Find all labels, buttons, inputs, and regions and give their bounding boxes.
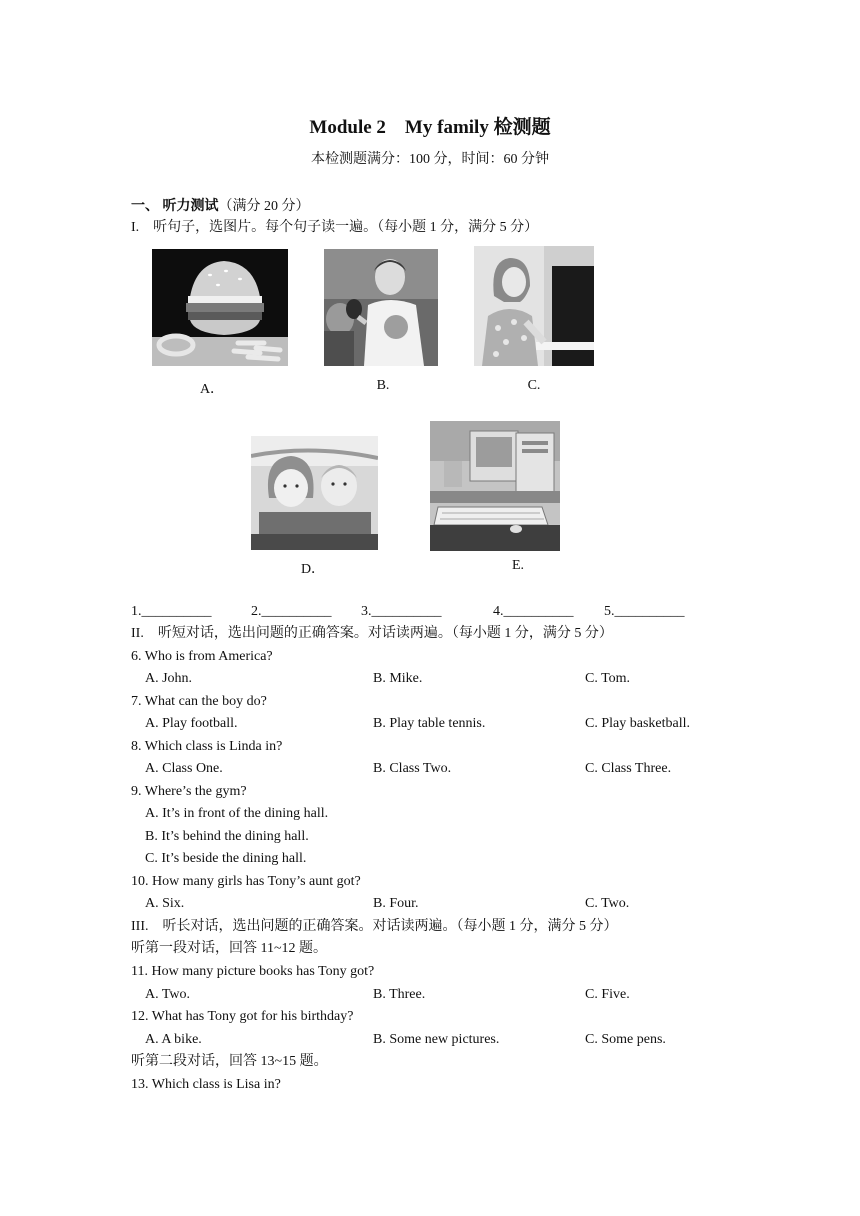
option-7c[interactable]: C. Play basketball. [585, 716, 690, 731]
option-6a[interactable]: A. John. [145, 671, 193, 686]
computer-photo [430, 421, 560, 551]
part2-instruction: II. 听短对话，选出问题的正确答案。对话读两遍。（每小题 1 分，满分 5 分） [131, 626, 613, 641]
option-11b[interactable]: B. Three. [373, 987, 426, 1002]
option-11a[interactable]: A. Two. [145, 987, 191, 1002]
answer-blank-4[interactable]: 4.__________ [493, 604, 574, 619]
picture-label-a: A． [199, 382, 225, 397]
picture-label-c: C. [527, 378, 541, 393]
question-9: 9. Where’s the gym? [131, 784, 247, 799]
two-children-photo [251, 436, 378, 550]
option-8b[interactable]: B. Class Two. [373, 761, 452, 776]
question-13: 13. Which class is Lisa in? [131, 1077, 281, 1092]
option-9c[interactable]: C. It’s beside the dining hall. [145, 851, 307, 866]
part3-instruction: III. 听长对话，选出问题的正确答案。对话读两遍。（每小题 1 分，满分 5 分） [131, 919, 618, 934]
answer-blank-3[interactable]: 3.__________ [361, 604, 442, 619]
dialog1-note: 听第一段对话，回答 11~12 题。 [131, 941, 328, 956]
page-subtitle: 本检测题满分：100 分，时间：60 分钟 [311, 152, 549, 167]
section-heading [131, 198, 310, 216]
option-8a[interactable]: A. Class One. [145, 761, 223, 776]
option-12c[interactable]: C. Some pens. [585, 1032, 666, 1047]
option-10a[interactable]: A. Six. [145, 896, 185, 911]
dialog2-note: 听第二段对话，回答 13~15 题。 [131, 1054, 328, 1069]
section-heading-note: （满分 20 分） [218, 199, 310, 214]
answer-blank-1[interactable]: 1.__________ [131, 604, 212, 619]
hamburger-photo [152, 249, 288, 366]
page-title: Module 2 My family 检测题 [309, 117, 551, 138]
part1-instruction: I. 听句子，选图片。每个句子读一遍。（每小题 1 分，满分 5 分） [131, 220, 539, 235]
option-10c[interactable]: C. Two. [585, 896, 630, 911]
section-heading-label: 一、 听力测试 [131, 199, 219, 214]
option-11c[interactable]: C. Five. [585, 987, 630, 1002]
question-12: 12. What has Tony got for his birthday? [131, 1009, 354, 1024]
option-7a[interactable]: A. Play football. [145, 716, 238, 731]
picture-label-b: B. [376, 378, 390, 393]
option-7b[interactable]: B. Play table tennis. [373, 716, 486, 731]
option-10b[interactable]: B. Four. [373, 896, 419, 911]
option-9b[interactable]: B. It’s behind the dining hall. [145, 829, 309, 844]
option-6c[interactable]: C. Tom. [585, 671, 631, 686]
option-8c[interactable]: C. Class Three. [585, 761, 672, 776]
question-10: 10. How many girls has Tony’s aunt got? [131, 874, 361, 889]
answer-blank-2[interactable]: 2.__________ [251, 604, 332, 619]
option-12b[interactable]: B. Some new pictures. [373, 1032, 500, 1047]
question-7: 7. What can the boy do? [131, 694, 267, 709]
picture-label-d: D． [300, 562, 326, 577]
boy-table-tennis-photo [324, 249, 438, 366]
question-11: 11. How many picture books has Tony got? [131, 964, 375, 979]
picture-label-e: E. [511, 558, 525, 573]
option-12a[interactable]: A. A bike. [145, 1032, 202, 1047]
girl-playing-piano-photo [474, 246, 594, 366]
question-8: 8. Which class is Linda in? [131, 739, 283, 754]
answer-blank-5[interactable]: 5.__________ [604, 604, 685, 619]
question-6: 6. Who is from America? [131, 649, 273, 664]
option-6b[interactable]: B. Mike. [373, 671, 423, 686]
option-9a[interactable]: A. It’s in front of the dining hall. [145, 806, 329, 821]
